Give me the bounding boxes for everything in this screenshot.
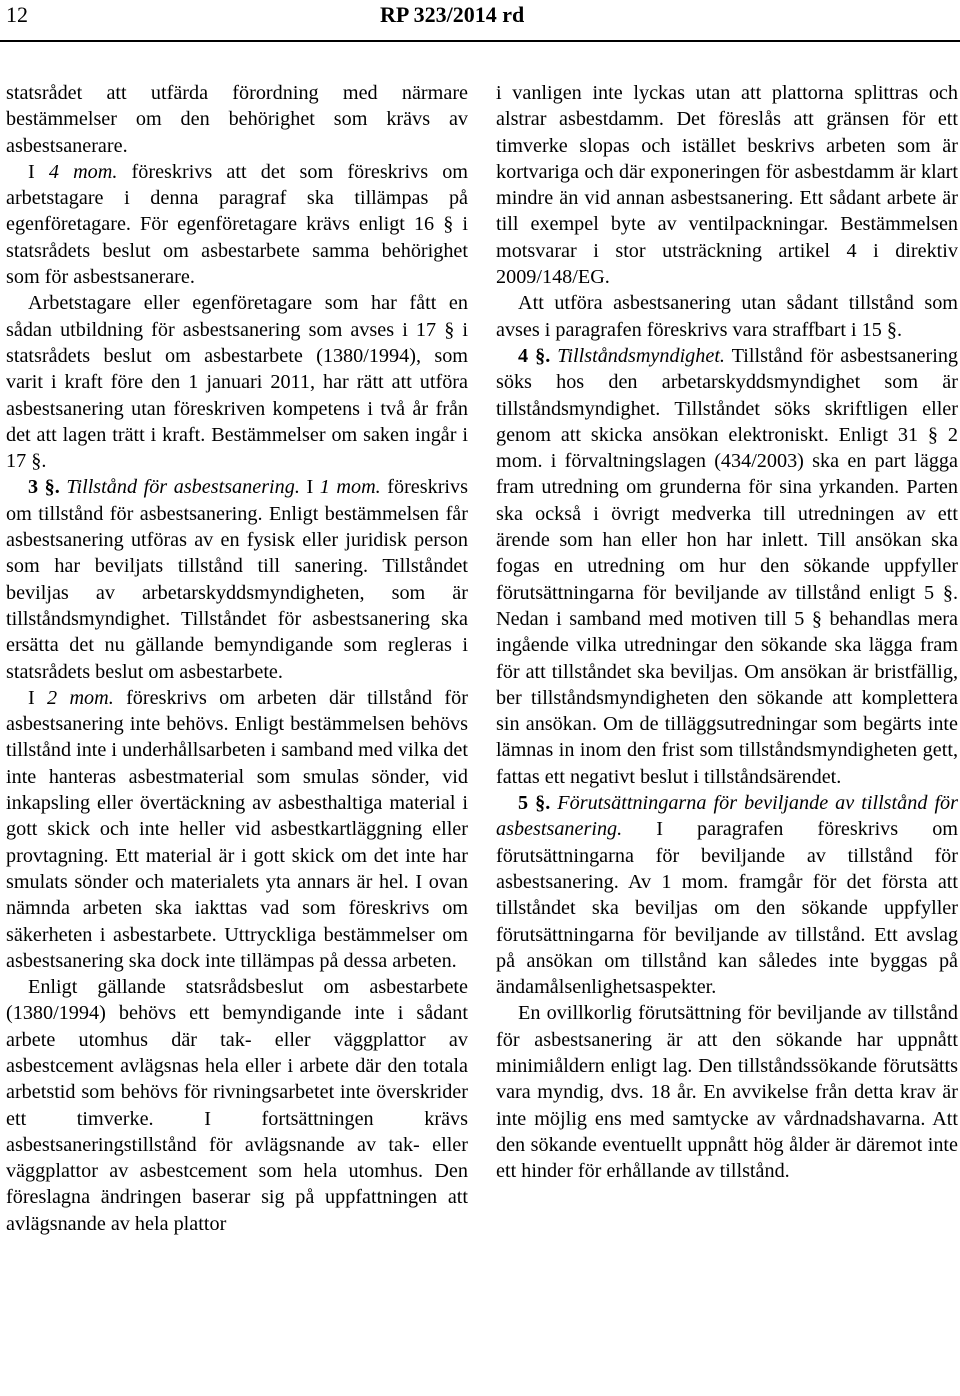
- text: I: [28, 686, 48, 709]
- section-title: Tillståndsmyndighet.: [557, 344, 725, 367]
- section-title: Tillstånd för asbestsanering.: [66, 476, 300, 499]
- text: föreskrivs om arbeten där tillstånd för asbestsanering inte behövs. Enligt bestämmelsen behövs tillstånd inte i underhållsarbeten i samband med vilka det inte hanteras asbestmaterial som smulas sönder, vid inkapsling eller övertäckning av asbesthaltiga material i gott skick och inte heller vid asbestkartläggning eller provtagning. Ett material är i gott skick om det inte har smulats sönder och materialets yta annars är hel. I ovan nämnda arbeten ska iakttas vad som föreskrivs om säkerheten i asbestarbete. Uttryckliga bestämmelser om asbestsanering ska dock inte tillämpas på dessa arbeten.: [6, 686, 468, 972]
- text: föreskrivs att det som föreskrivs om arbetstagare i denna paragraf ska tillämpas på egenföretagare. För egenföretagare krävs enligt 16 § i statsrådets beslut om asbestarbete samma behörighet som för asbestsanerare.: [6, 160, 468, 289]
- text: I paragrafen föreskrivs om förutsättningarna för beviljande av tillstånd för asbestsanering. Av 1 mom. framgår för det första att tillståndet ska beviljas om den sökande uppfyller förutsättningarna för beviljande av tillstånd. Ett avslag på ansökan om tillstånd kan således inte byggas på ändamålsenlighetsaspekter.: [496, 818, 958, 999]
- section-number: 5 §.: [518, 792, 551, 815]
- section-number: 4 §.: [518, 344, 551, 367]
- right-column: [496, 80, 958, 1184]
- paragraph: [496, 790, 958, 1000]
- section-number: 3 §.: [28, 476, 60, 499]
- text: Tillstånd för asbestsanering söks hos den arbetarskyddsmyndighet som är tillståndsmyndighet. Tillståndet söks skriftligen eller genom att skicka ansökan elektroniskt. Enligt 31 § 2 mom. i förvaltningslagen (434/2003) ska en part lägga fram utredning om grunderna för sina yrkanden. Parten ska också i övrigt medverka till utredningen av ett ärende som han eller hon har inlett. Till ansökan ska fogas en utredning om hur den sökande uppfyller förutsättningarna för beviljande av tillstånd enligt 5 §. Nedan i samband med motiven till 5 § behandlas mera ingående vilka utredningar den sökande ska lägga fram för att tillståndet ska beviljas. Om ansökan är bristfällig, ber tillståndsmyndigheten den sökande att komplettera sin ansökan. Om de tilläggsutredningar som begärts inte lämnas in inom den frist som tillståndsmyndigheten gett, fattas ett negativt beslut i tillståndsärendet.: [496, 344, 959, 788]
- header-rule: [0, 40, 960, 42]
- paragraph: Enligt gällande statsrådsbeslut om asbestarbete (1380/1994) behövs ett bemyndigande inte i sådant arbete utomhus där tak- eller väggplattor av asbestcement avlägsnas hela eller i arbete där den totala arbetstid som behövs för rivningsarbetet inte överskrider ett timverke. I fortsättningen krävs asbestsaneringstillstånd för avlägsnande av tak- eller väggplattor av asbestcement som hela utomhus. Den föreslagna ändringen baserar sig på uppfattningen att avlägsnande av hela plattor: [6, 976, 468, 1235]
- moment-ref: 2 mom.: [47, 686, 114, 709]
- paragraph: En ovillkorlig förutsättning för beviljande av tillstånd för asbestsanering är att den sökande har uppnått minimiåldern enligt lag. Den tillståndssökande förutsätts vara myndig, dvs. 18 år. En avvikelse från detta krav är inte möjlig ens med samtycke av vårdnadshavarna. Att den sökande eventuellt uppnått hög ålder är däremot inte ett hinder för erhållande av tillstånd.: [496, 1002, 958, 1183]
- paragraph: statsrådet att utfärda förordning med närmare bestämmelser om den behörighet som krävs av asbestsanerare.: [6, 82, 468, 157]
- paragraph: [6, 159, 468, 290]
- paragraph: [6, 685, 468, 974]
- paragraph: [6, 474, 468, 684]
- paragraph: i vanligen inte lyckas utan att plattorna splittras och alstrar asbestdamm. Det föreslås att gränsen för ett timverke slopas och istället beskrivs arbeten som är kortvariga och där exponeringen för asbestdamm är klart mindre än vid annan asbestsanering. Ett sådant arbete är till exempel byte av ventilpackningar. Bestämmelsen motsvarar i stor utsträckning artikel 4 i direktiv 2009/148/EG.: [496, 82, 958, 289]
- text: I: [299, 476, 320, 499]
- paragraph: [496, 343, 958, 790]
- moment-ref: 1 mom.: [319, 476, 381, 499]
- moment-ref: 4 mom.: [48, 160, 118, 183]
- page-number: 12: [6, 2, 28, 27]
- paragraph: Arbetstagare eller egenföretagare som har fått en sådan utbildning för asbestsanering som avses i 17 § i statsrådets beslut om asbestarbete (1380/1994), som varit i kraft före den 1 januari 2011, har rätt att utföra asbestsanering utan föreskriven kompetens i två år från det att lagen trätt i kraft. Bestämmelser om saken ingår i 17 §.: [6, 292, 468, 473]
- section-title: Förutsättningarna för beviljande av tillstånd för asbestsanering.: [496, 792, 959, 841]
- paragraph: Att utföra asbestsanering utan sådant tillstånd som avses i paragrafen föreskrivs vara straffbart i 15 §.: [496, 292, 958, 341]
- document-id: RP 323/2014 rd: [380, 2, 525, 27]
- text: föreskrivs om tillstånd för asbestsanering. Enligt bestämmelsen får asbestsanering utföras av en fysisk eller juridisk person som har beviljats tillstånd till sanering. Tillståndet beviljas av arbetarskyddsmyndigheten, som är tillståndsmyndighet. Tillståndet för asbestsanering ska ersätta det nu gällande bemyndigande som regleras i statsrådets beslut om asbestarbete.: [6, 476, 468, 683]
- left-column: [6, 80, 468, 1237]
- text: I: [28, 160, 49, 183]
